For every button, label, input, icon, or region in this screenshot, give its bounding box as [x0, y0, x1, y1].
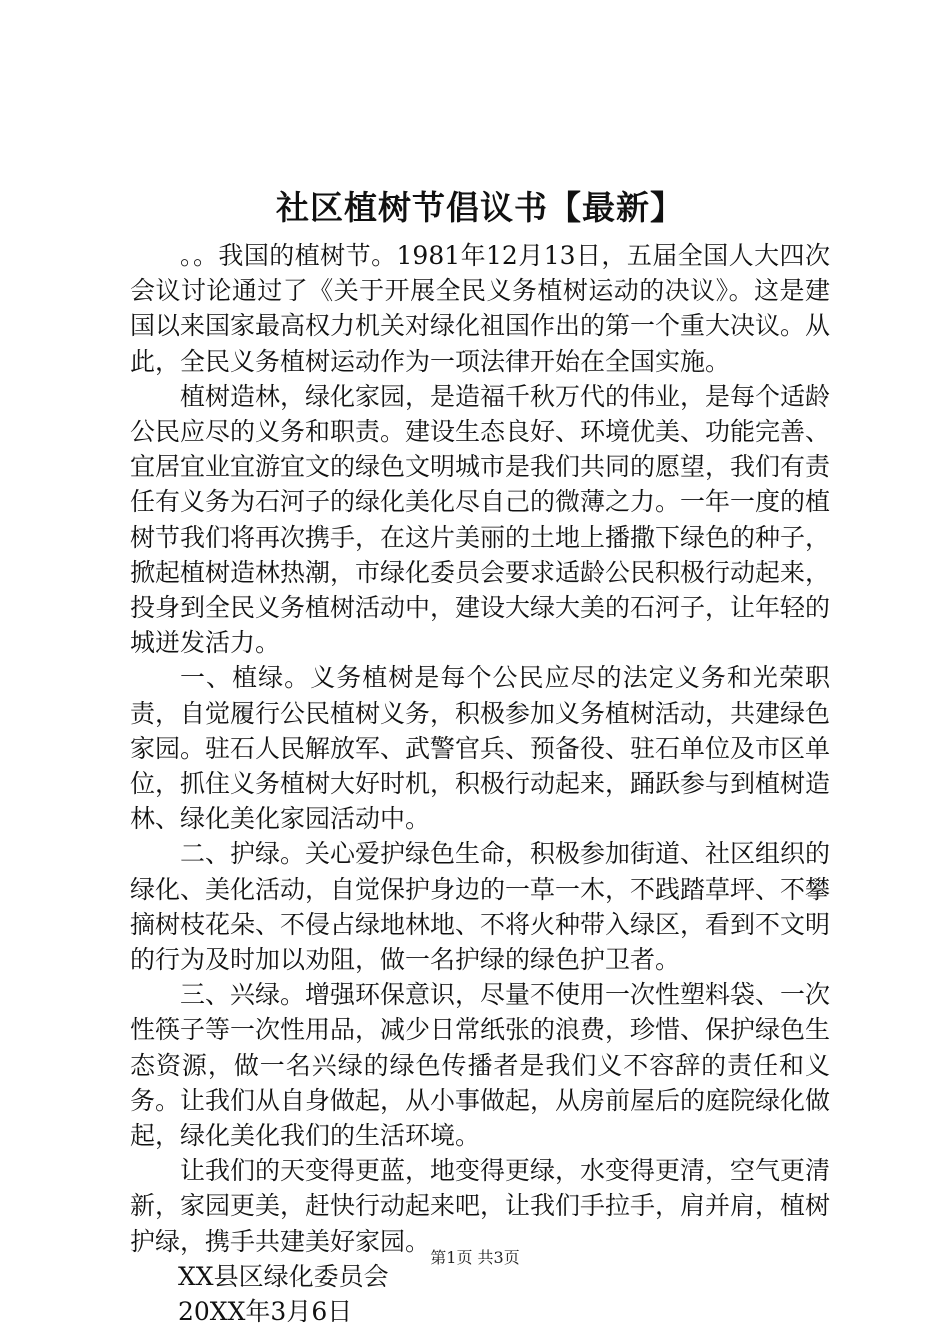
paragraph-plant-green: 一、植绿。义务植树是每个公民应尽的法定义务和光荣职责，自觉履行公民植树义务，积极参加义务植树活动，共建绿色家园。驻石人民解放军、武警官兵、预备役、驻石单位及市区单位，抓住义务植树大好时机，积极行动起来，踊跃参与到植树造林、绿化美化家园活动中。 [130, 663, 831, 834]
page-footer: 第1页 共3页 [430, 1248, 520, 1267]
paragraph-closing: 让我们的天变得更蓝，地变得更绿，水变得更清，空气更清新，家园更美，赶快行动起来吧，让我们手拉手，肩并肩，植树护绿，携手共建美好家园。 [130, 1156, 831, 1256]
paragraph-promote-green: 三、兴绿。增强环保意识，尽量不使用一次性塑料袋、一次性筷子等一次性用品，减少日常纸张的浪费，珍惜、保护绿色生态资源，做一名兴绿的绿色传播者是我们义不容辞的责任和义务。让我们从自身做起，从小事做起，从房前屋后的庭院绿化做起，绿化美化我们的生活环境。 [130, 980, 831, 1151]
paragraph-planting: 植树造林，绿化家园，是造福千秋万代的伟业，是每个适龄公民应尽的义务和职责。建设生态良好、环境优美、功能完善、宜居宜业宜游宜文的绿色文明城市是我们共同的愿望，我们有责任有义务为石河子的绿化美化尽自己的微薄之力。一年一度的植树节我们将再次携手，在这片美丽的土地上播撒下绿色的种子，掀起植树造林热潮，市绿化委员会要求适龄公民积极行动起来，投身到全民义务植树活动中，建设大绿大美的石河子，让年轻的城迸发活力。 [130, 381, 831, 658]
date: 20XX年3月6日 [178, 1297, 353, 1327]
document-page [130, 180, 830, 1329]
paragraph-protect-green: 二、护绿。关心爱护绿色生命，积极参加街道、社区组织的绿化、美化活动，自觉保护身边的一草一木，不践踏草坪、不攀摘树枝花朵、不侵占绿地林地、不将火种带入绿区，看到不文明的行为及时加以劝阻，做一名护绿的绿色护卫者。 [130, 839, 831, 975]
signature: XX县区绿化委员会 [178, 1261, 389, 1291]
paragraph-intro: 。。我国的植树节。1981年12月13日，五届全国人大四次会议讨论通过了《关于开展全民义务植树运动的决议》。这是建国以来国家最高权力机关对绿化祖国作出的第一个重大决议。从此，全民义务植树运动作为一项法律开始在全国实施。 [130, 241, 831, 376]
document-title: 社区植树节倡议书【最新】 [276, 188, 684, 227]
